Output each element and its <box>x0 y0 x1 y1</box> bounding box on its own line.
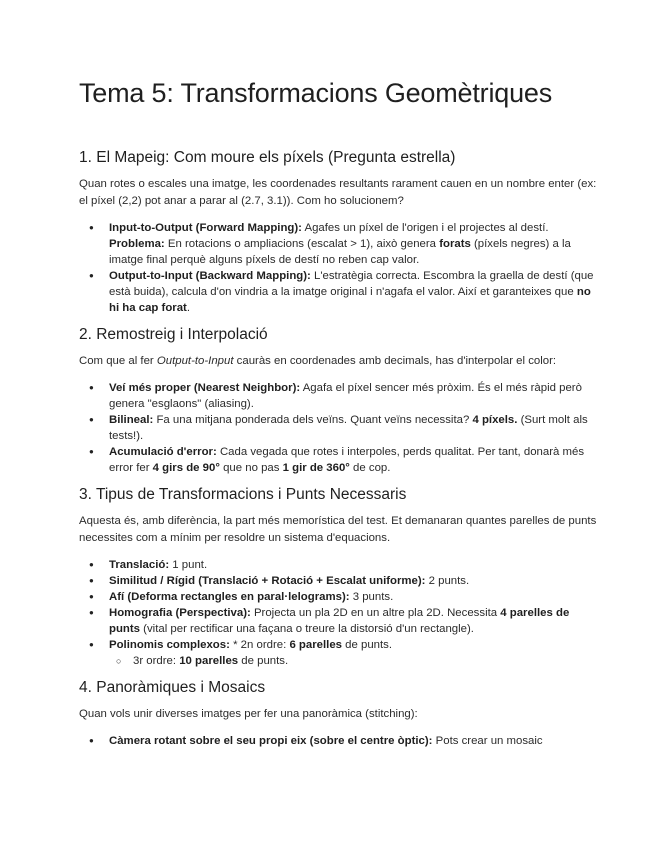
section-mapeig <box>79 149 597 316</box>
list-item: ● Homografia (Perspectiva): Projecta un pla 2D en un altre pla 2D. Necessita 4 parelles de punts (vital per rectificar una façana o treure la distorsió d'un rectangle). <box>109 605 597 637</box>
list-item: ● Bilineal: Fa una mitjana ponderada dels veïns. Quant veïns necessita? 4 píxels. (Surt molt als tests!). <box>109 412 597 444</box>
list-item: ● Càmera rotant sobre el seu propi eix (sobre el centre òptic): Pots crear un mosaic <box>109 733 597 749</box>
list-item: ● Veí més proper (Nearest Neighbor): Agafa el píxel sencer més pròxim. És el més ràpid però genera "esglaons" (aliasing). <box>109 380 597 412</box>
section-remostreig <box>79 326 597 476</box>
section-intro: Quan vols unir diverses imatges per fer una panoràmica (stitching): <box>79 708 418 720</box>
list-item: ● Acumulació d'error: Cada vegada que rotes i interpoles, perds qualitat. Per tant, donarà més error fer 4 girs de 90° que no pas 1 gir de 360° de cop. <box>109 444 597 476</box>
section-heading: 2. Remostreig i Interpolació <box>79 326 268 343</box>
section-tipus-transformacions <box>79 486 597 669</box>
list-item: ● Output-to-Input (Backward Mapping): L'estratègia correcta. Escombra la graella de destí (que està buida), calcula d'on vindria a la imatge original i n'agafa el valor. Així et garanteixes que no hi ha cap forat. <box>109 268 597 316</box>
section-panoramiques <box>79 679 597 749</box>
section-intro: Com que al fer Output-to-Input cauràs en coordenades amb decimals, has d'interpolar el color: <box>79 355 557 367</box>
sub-bullet-list <box>109 653 597 669</box>
section-heading: 1. El Mapeig: Com moure els píxels (Pregunta estrella) <box>79 149 456 166</box>
list-item: ● Similitud / Rígid (Translació + Rotació + Escalat uniforme): 2 punts. <box>109 573 597 589</box>
section-heading: 4. Panoràmiques i Mosaics <box>79 679 266 696</box>
bullet-list <box>79 733 597 749</box>
sub-list-item: ○ 3r ordre: 10 parelles de punts. <box>133 653 597 669</box>
list-item: ● Translació: 1 punt. <box>109 557 597 573</box>
bullet-list <box>79 557 597 669</box>
bullet-list <box>79 380 597 476</box>
list-item: ● Polinomis complexos: * 2n ordre: 6 parelles de punts. ○ 3r ordre: 10 parelles de punts. <box>109 637 597 669</box>
section-heading: 3. Tipus de Transformacions i Punts Necessaris <box>79 486 407 503</box>
section-intro: Quan rotes o escales una imatge, les coordenades resultants rarament cauen en un nombre enter (ex: el píxel (2,2) pot anar a parar al (2.7, 3.1)). Com ho solucionem? <box>79 178 597 207</box>
bullet-list <box>79 220 597 316</box>
list-item: ● Input-to-Output (Forward Mapping): Agafes un píxel de l'origen i el projectes al destí. Problema: En rotacions o ampliacions (escalat > 1), això genera forats (píxels negres) a la imatge final perquè alguns píxels de destí no reben cap valor. <box>109 220 597 268</box>
page-title: Tema 5: Transformacions Geomètriques <box>79 78 552 108</box>
list-item: ● Afí (Deforma rectangles en paral·lelograms): 3 punts. <box>109 589 597 605</box>
section-intro: Aquesta és, amb diferència, la part més memorística del test. Et demanaran quantes parelles de punts necessites com a mínim per resoldre un sistema d'equacions. <box>79 515 597 544</box>
